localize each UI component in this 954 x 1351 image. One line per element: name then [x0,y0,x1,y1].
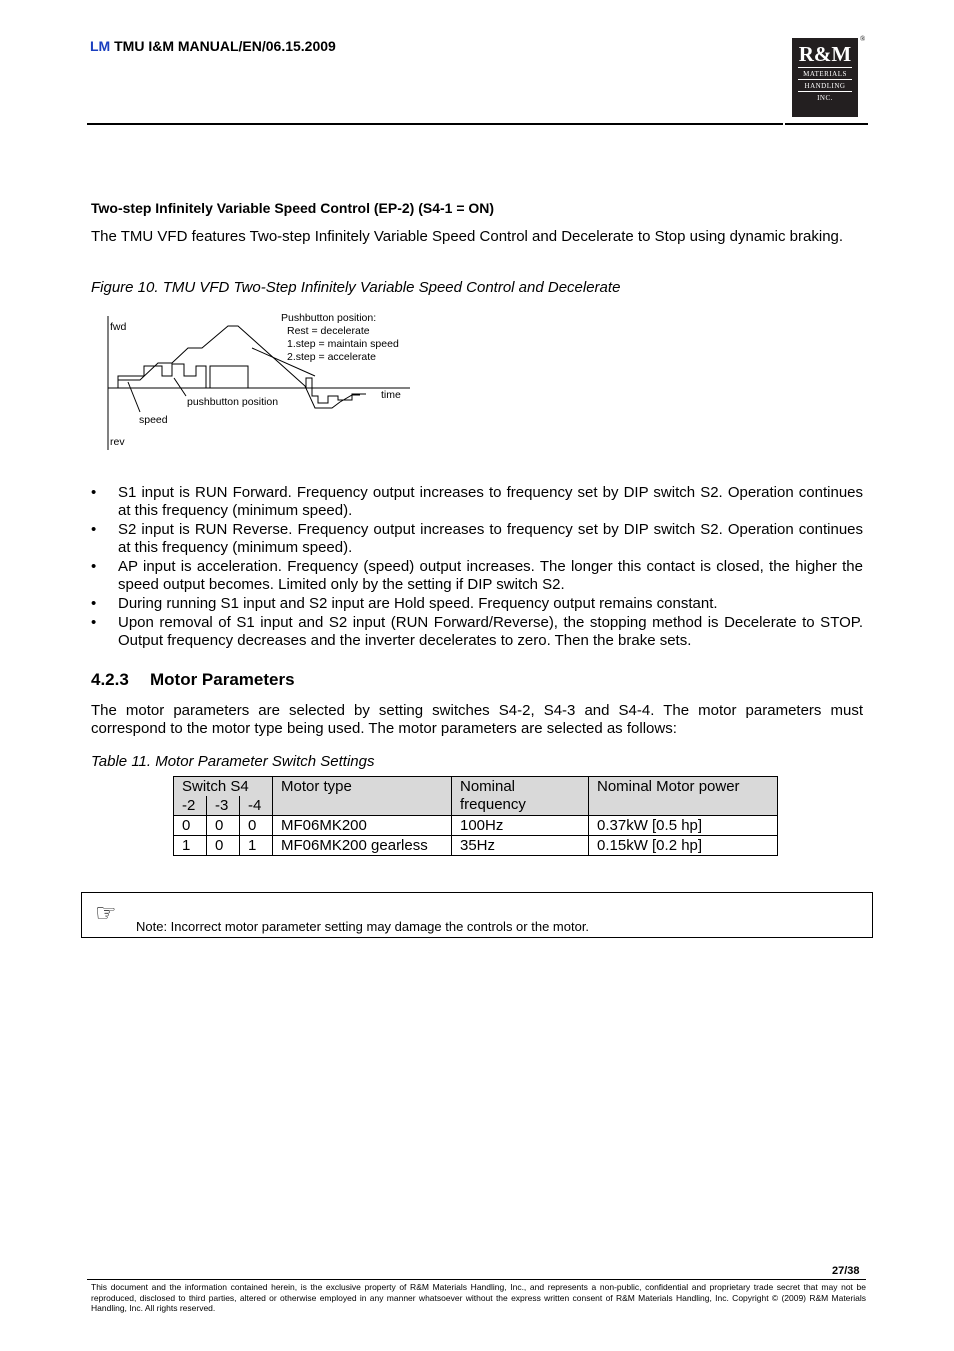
table-caption: Table 11. Motor Parameter Switch Settings [91,753,375,770]
cell-power: 0.15kW [0.2 hp] [589,836,778,856]
motor-parameters-heading [91,670,295,690]
table-row [174,836,778,856]
time-label: time [381,389,401,401]
cell-s2: 0 [174,816,207,836]
legend-step2: 2.step = accelerate [287,351,377,363]
section-heading: Two-step Infinitely Variable Speed Control (EP-2) (S4-1 = ON) [91,200,495,216]
list-item: • Upon removal of S1 input and S2 input (RUN Forward/Reverse), the stopping method is Decelerate to STOP. Output frequency decreases and the inverter decelerates to zero. Then the brake sets. [91,614,863,650]
power-header: Nominal Motor power [589,777,778,816]
header-rule-logo [785,123,868,125]
legend-rest: Rest = decelerate [287,325,370,337]
logo-main: R&M [798,42,852,66]
cell-frequency: 35Hz [452,836,589,856]
cell-s4: 0 [240,816,273,836]
page-number: 27/38 [832,1265,860,1277]
pointing-hand-icon: ☞ [95,900,117,927]
switch-sub-2: -2 [174,796,207,816]
cell-motor: MF06MK200 gearless [273,836,452,856]
cell-power: 0.37kW [0.5 hp] [589,816,778,836]
logo-line-1: MATERIALS [798,67,852,79]
list-item: • S1 input is RUN Forward. Frequency output increases to frequency set by DIP switch S2. Operation continues at this frequency (minimum speed). [91,484,863,520]
logo-line-2: HANDLING [798,79,852,91]
logo-line-3: INC. [798,91,852,103]
table-row [174,816,778,836]
motor-parameters-intro: The motor parameters are selected by setting switches S4-2, S4-3 and S4-4. The motor parameters must correspond to the motor type being used. The motor parameters are selected as follows: [91,702,863,737]
legal-footer: This document and the information contained herein, is the exclusive property of R&M Materials Handling, Inc., and represents a non-public, confidential and proprietary trade secret that may not be reproduced, disclosed to third parties, altered or otherwise employed in any manner whatsoever without the express written consent of R&M Materials Handling, Inc. Copyright © (2009) R&M Materials Handling, Inc. All rights reserved. [91,1282,866,1313]
cell-s4: 1 [240,836,273,856]
switch-sub-4: -4 [240,796,273,816]
legend-step1: 1.step = maintain speed [287,338,399,350]
cell-motor: MF06MK200 [273,816,452,836]
motor-parameter-table [173,776,778,856]
cell-s3: 0 [207,816,240,836]
registered-mark: ® [860,35,866,43]
speed-control-diagram [100,308,420,456]
cell-s3: 0 [207,836,240,856]
manual-title: TMU I&M MANUAL/EN/06.15.2009 [114,38,336,54]
frequency-header: Nominal frequency [452,777,589,816]
document-header-title [90,38,336,54]
brand-prefix: LM [90,38,111,54]
company-logo [792,35,866,117]
note-box [81,892,873,938]
input-description-list [91,484,863,651]
list-item: • AP input is acceleration. Frequency (speed) output increases. The longer this contact is closed, the higher the speed output becomes. Limited only by the setting if DIP switch S2. [91,558,863,594]
switch-header: Switch S4 [174,777,273,797]
motor-type-header: Motor type [273,777,452,816]
section-title: Motor Parameters [150,670,295,689]
list-item: • S2 input is RUN Reverse. Frequency output increases to frequency set by DIP switch S2. Operation continues at this frequency (minimum speed). [91,521,863,557]
section-intro: The TMU VFD features Two-step Infinitely Variable Speed Control and Decelerate to Stop using dynamic braking. [91,228,844,245]
fwd-label: fwd [110,321,127,333]
cell-frequency: 100Hz [452,816,589,836]
figure-caption: Figure 10. TMU VFD Two-Step Infinitely Variable Speed Control and Decelerate [91,279,621,296]
note-text: Note: Incorrect motor parameter setting may damage the controls or the motor. [136,919,590,934]
footer-rule [87,1279,866,1280]
pushbutton-position-label: pushbutton position [187,396,279,408]
rev-label: rev [110,436,125,448]
header-rule [87,123,783,125]
switch-sub-3: -3 [207,796,240,816]
speed-label: speed [139,414,168,426]
cell-s2: 1 [174,836,207,856]
section-number: 4.2.3 [91,670,129,689]
list-item: • During running S1 input and S2 input are Hold speed. Frequency output remains constant. [91,595,863,613]
legend-title: Pushbutton position: [281,312,377,324]
